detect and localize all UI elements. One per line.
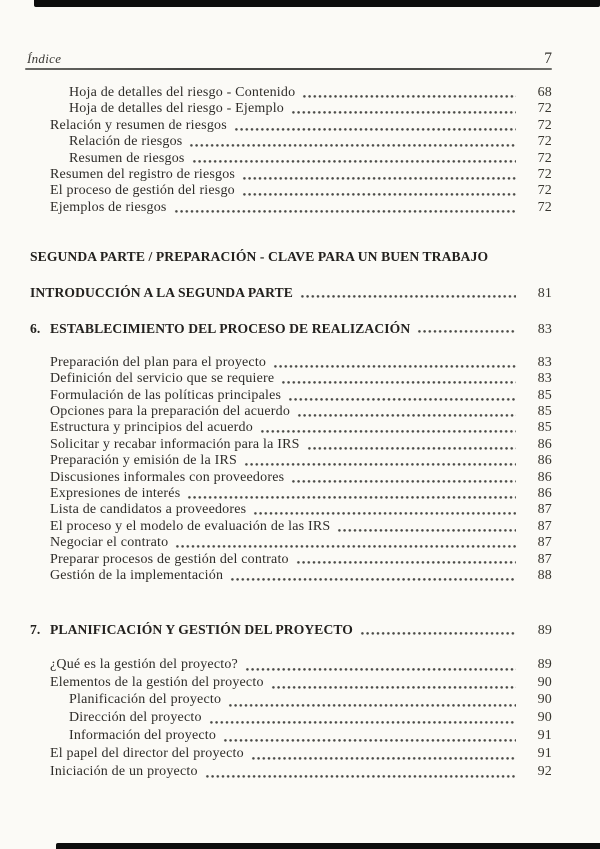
toc-entry-page: 91 (537, 727, 552, 743)
toc-entry-label: ESTABLECIMIENTO DEL PROCESO DE REALIZACIÓN (50, 320, 411, 336)
dot-leader (234, 118, 516, 134)
dot-leader (260, 420, 516, 436)
toc-entry (50, 404, 552, 420)
toc-entry-page: 89 (537, 656, 552, 672)
toc-entry (69, 151, 552, 167)
toc-entry (69, 710, 552, 728)
toc-entry-label: Discusiones informales con proveedores (50, 469, 285, 485)
toc-entry-label: Negociar el contrato (50, 535, 169, 551)
toc-entry-label: El papel del director del proyecto (50, 745, 244, 761)
dot-leader (337, 519, 516, 535)
toc-entry-page: 86 (537, 453, 552, 469)
dot-leader (244, 453, 516, 469)
toc-entry-page: 91 (537, 745, 552, 761)
toc-entry-label: Lista de candidatos a proveedores (50, 502, 247, 518)
dot-leader (245, 657, 516, 675)
dot-leader (223, 728, 516, 746)
toc-entry-label: Hoja de detalles del riesgo - Contenido (69, 85, 296, 100)
dot-leader (209, 710, 516, 728)
toc-entry-label: Preparación y emisión de la IRS (50, 453, 237, 469)
dot-leader (242, 167, 516, 183)
toc-entry-page: 90 (537, 674, 552, 690)
toc-entry-label: ¿Qué es la gestión del proyecto? (50, 656, 238, 672)
toc-entry-page: 89 (537, 623, 552, 639)
toc-entry-label: Relación y resumen de riesgos (50, 117, 227, 133)
toc-section-intro (0, 285, 552, 301)
toc-entry (30, 321, 552, 337)
dot-leader (187, 486, 516, 502)
toc-entry-page: 72 (537, 117, 552, 133)
page-number: 7 (544, 50, 552, 67)
toc-entry-label: Preparar procesos de gestión del contrato (50, 551, 289, 567)
dot-leader (296, 552, 516, 568)
toc-entry (50, 519, 552, 535)
dot-leader (192, 151, 516, 167)
toc-section-entries (0, 355, 552, 584)
toc-entry-label: Formulación de las políticas principales (50, 387, 282, 403)
toc-entry-page: 72 (537, 101, 552, 117)
toc-entry (69, 692, 552, 710)
dot-leader (302, 85, 516, 101)
toc-entry (50, 486, 552, 502)
dot-leader (174, 200, 516, 216)
toc-entry-label: Solicitar y recabar información para la IRS (50, 436, 300, 452)
toc-entry-page: 83 (537, 321, 552, 337)
dot-leader (417, 321, 516, 337)
toc-entry (50, 200, 552, 216)
dot-leader (300, 285, 516, 301)
toc-entry (30, 285, 552, 301)
toc-entry-label: Gestión de la implementación (50, 567, 224, 583)
toc-entry (50, 371, 552, 387)
toc-entry (69, 134, 552, 150)
toc-entry-label: Definición del servicio que se requiere (50, 371, 275, 387)
toc-entry-page: 87 (537, 535, 552, 551)
toc-entry (50, 657, 552, 675)
dot-leader (189, 134, 516, 150)
toc-entry-page: 86 (537, 436, 552, 452)
toc-entry (50, 535, 552, 551)
toc-entry (50, 437, 552, 453)
toc-entry (69, 85, 552, 101)
toc-entry-label: Ejemplos de riesgos (50, 199, 167, 215)
dot-leader (253, 502, 516, 518)
toc-entry-label: Información del proyecto (69, 727, 217, 743)
toc-entry (50, 388, 552, 404)
toc-entry-page: 83 (537, 371, 552, 387)
toc-entry-page: 81 (537, 286, 552, 302)
dot-leader (291, 101, 516, 117)
toc-entry-label: Relación de riesgos (69, 134, 183, 150)
toc-entry-label: Dirección del proyecto (69, 710, 202, 726)
toc-entry-page: 87 (537, 518, 552, 534)
toc-entry-label: Resumen del registro de riesgos (50, 166, 236, 182)
dot-leader (251, 746, 516, 764)
toc-entry-page: 85 (537, 404, 552, 420)
toc-entry-page: 83 (537, 354, 552, 370)
toc-entry-label: El proceso y el modelo de evaluación de las IRS (50, 518, 331, 534)
toc-entry-label: Resumen de riesgos (69, 150, 185, 166)
toc-entry (50, 355, 552, 371)
chapter-number: 7. (30, 622, 41, 638)
chapter-number: 6. (30, 320, 41, 336)
dot-leader (273, 355, 516, 371)
toc-entry-label: Planificación del proyecto (69, 692, 222, 708)
toc-entry-label: Estructura y principios del acuerdo (50, 420, 253, 436)
toc-entry-page: 85 (537, 420, 552, 436)
page-header (27, 50, 552, 68)
toc-entry (50, 552, 552, 568)
toc-entry-page: 90 (537, 710, 552, 726)
toc-entry (69, 728, 552, 746)
dot-leader (175, 535, 516, 551)
dot-leader (281, 371, 516, 387)
toc-section-part (0, 248, 552, 265)
toc-entry-page: 86 (537, 469, 552, 485)
toc-entry-label: Preparación del plan para el proyecto (50, 354, 267, 370)
toc-entry (30, 622, 552, 638)
toc-entry (50, 420, 552, 436)
toc-section-chapter (0, 622, 552, 638)
toc-entry-page: 87 (537, 502, 552, 518)
part-heading-label: SEGUNDA PARTE / PREPARACIÓN - CLAVE PARA UN BUEN TRABAJO (30, 249, 489, 265)
toc-entry-page: 72 (537, 150, 552, 166)
toc-section-entries (0, 657, 552, 782)
toc-entry-page: 72 (537, 183, 552, 199)
toc-entry (50, 502, 552, 518)
toc-entry-page: 87 (537, 551, 552, 567)
toc-section-entries (0, 85, 552, 216)
toc-entry (50, 453, 552, 469)
toc-entry-label: INTRODUCCIÓN A LA SEGUNDA PARTE (30, 285, 293, 301)
scan-edge-bottom-bar (56, 843, 600, 849)
dot-leader (291, 470, 516, 486)
toc-entry-label: El proceso de gestión del riesgo (50, 183, 235, 199)
toc-entry (50, 764, 552, 782)
toc-entry-page: 88 (537, 567, 552, 583)
toc-entry-label: Hoja de detalles del riesgo - Ejemplo (69, 101, 285, 117)
dot-leader (297, 404, 516, 420)
dot-leader (230, 568, 516, 584)
dot-leader (242, 183, 516, 199)
dot-leader (288, 388, 516, 404)
toc-entry (69, 101, 552, 117)
dot-leader (205, 764, 516, 782)
dot-leader (271, 675, 516, 693)
toc-entry-page: 68 (537, 85, 552, 100)
toc-list (0, 85, 552, 781)
toc-entry-label: PLANIFICACIÓN Y GESTIÓN DEL PROYECTO (50, 622, 353, 638)
toc-entry (50, 183, 552, 199)
toc-entry-page: 85 (537, 387, 552, 403)
toc-entry (50, 675, 552, 693)
toc-entry-page: 72 (537, 166, 552, 182)
toc-entry-label: Elementos de la gestión del proyecto (50, 674, 264, 690)
dot-leader (307, 437, 516, 453)
dot-leader (228, 692, 516, 710)
toc-entry (50, 568, 552, 584)
toc-entry-page: 86 (537, 486, 552, 502)
toc-entry-label: Iniciación de un proyecto (50, 763, 198, 779)
toc-entry (50, 470, 552, 486)
toc-entry-label: Opciones para la preparación del acuerdo (50, 404, 291, 420)
toc-entry-page: 72 (537, 134, 552, 150)
running-header-title: Índice (27, 51, 62, 66)
toc-entry (50, 746, 552, 764)
toc-entry (50, 167, 552, 183)
dot-leader (360, 622, 516, 638)
toc-entry-page: 72 (537, 199, 552, 215)
scan-edge-top-bar (34, 0, 600, 7)
toc-entry (50, 118, 552, 134)
toc-entry-page: 92 (537, 763, 552, 779)
toc-entry-label: Expresiones de interés (50, 486, 181, 502)
header-rule (25, 68, 552, 70)
toc-entry-page: 90 (537, 692, 552, 708)
toc-section-chapter (0, 321, 552, 337)
